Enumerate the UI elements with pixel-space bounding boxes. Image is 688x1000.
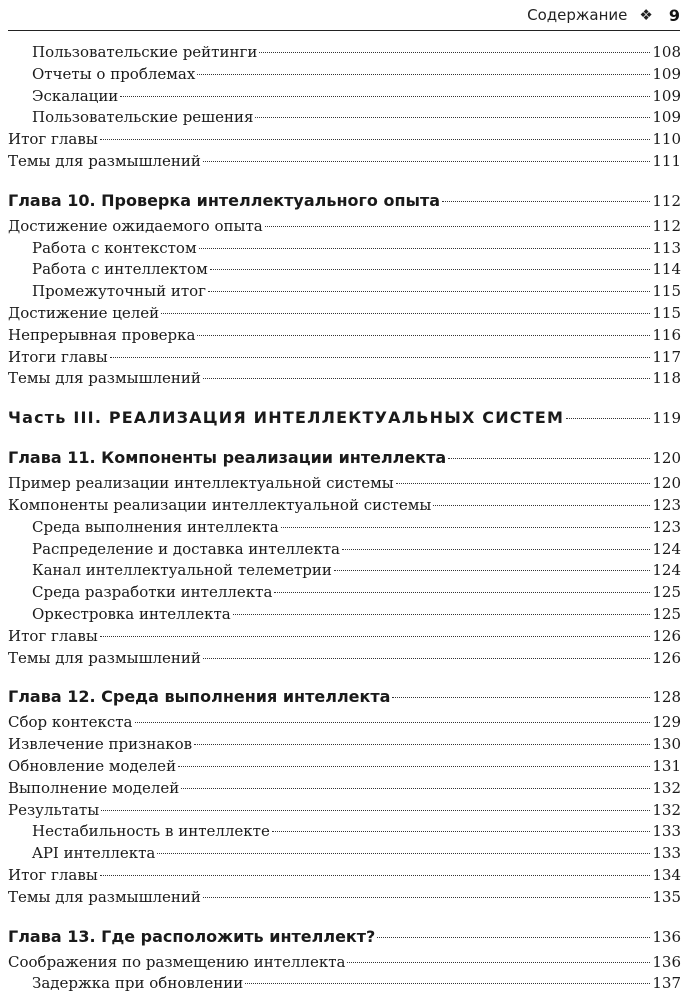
dot-leader [197,335,650,336]
dot-leader [233,614,651,615]
toc-entry[interactable] [8,582,681,604]
toc-entry-page: 126 [652,648,681,667]
dot-leader [210,269,651,270]
dot-leader [181,788,650,789]
toc-entry-page: 120 [652,449,681,468]
toc-entry-title: Оркестровка интеллекта [32,604,231,623]
toc-entry-title: Отчеты о проблемах [32,64,196,83]
toc-entry[interactable] [8,821,681,843]
toc-entry-title: Глава 11. Компоненты реализации интеллекта [8,448,447,468]
toc-entry[interactable] [8,865,681,887]
toc-entry-page: 109 [652,86,681,105]
toc-entry-page: 125 [652,604,681,623]
dot-leader [377,937,650,938]
toc-entry[interactable] [8,756,681,778]
toc-entry-title: Итог главы [8,626,98,645]
toc-entry-title: Темы для размышлений [8,887,201,906]
dot-leader [101,810,650,811]
toc-entry[interactable] [8,368,681,390]
dot-leader [178,766,650,767]
toc-entry-page: 132 [652,800,681,819]
toc-entry[interactable] [8,129,681,151]
dot-leader [281,527,651,528]
toc-entry[interactable] [8,107,681,129]
dot-leader [396,483,651,484]
dot-leader [120,96,650,97]
dot-leader [110,357,651,358]
toc-entry-title: Достижение целей [8,303,160,322]
toc-entry-page: 110 [652,130,681,149]
toc-chapter-heading[interactable] [8,446,681,470]
toc-entry-page: 134 [652,865,681,884]
toc-entry-page: 114 [652,260,681,279]
toc-entry-page: 123 [652,517,681,536]
toc-chapter-heading[interactable] [8,685,681,709]
toc-entry-title: Нестабильность в интеллекте [32,822,270,841]
toc-entry-page: 120 [652,474,681,493]
dot-leader [135,722,651,723]
dot-leader [392,697,650,698]
ornament-icon: ❖ [639,6,653,24]
toc-entry[interactable] [8,259,681,281]
toc-entry-page: 136 [652,952,681,971]
dot-leader [259,52,650,53]
toc-entry-title: Задержка при обновлении [32,974,244,993]
dot-leader [203,161,650,162]
toc-entry-title: Итог главы [8,130,98,149]
toc-entry-title: Выполнение моделей [8,778,180,797]
toc-entry[interactable] [8,64,681,86]
dot-leader [157,853,650,854]
toc-entry-page: 117 [652,347,681,366]
toc-entry-title: API интеллекта [32,844,156,863]
toc-entry-title: Часть III. РЕАЛИЗАЦИЯ ИНТЕЛЛЕКТУАЛЬНЫХ СИСТЕМ [8,408,565,428]
toc-entry[interactable] [8,952,681,974]
dot-leader [448,458,650,459]
toc-entry-page: 115 [652,282,681,301]
toc-entry-page: 123 [652,495,681,514]
toc-entry[interactable] [8,560,681,582]
toc-entry-page: 133 [652,822,681,841]
toc-entry-title: Канал интеллектуальной телеметрии [32,561,332,580]
toc-entry-title: Сбор контекста [8,713,133,732]
dot-leader [442,201,650,202]
table-of-contents [8,42,681,995]
toc-entry[interactable] [8,517,681,539]
toc-entry-title: Темы для размышлений [8,151,201,170]
toc-entry-page: 112 [652,216,681,235]
toc-entry[interactable] [8,42,681,64]
toc-entry-page: 119 [652,409,681,428]
dot-leader [274,592,650,593]
dot-leader [161,313,650,314]
toc-entry[interactable] [8,539,681,561]
toc-entry-page: 129 [652,713,681,732]
toc-entry[interactable] [8,778,681,800]
toc-entry-title: Темы для размышлений [8,369,201,388]
dot-leader [566,418,650,419]
toc-entry-title: Извлечение признаков [8,735,193,754]
dot-leader [208,291,650,292]
dot-leader [342,549,650,550]
toc-entry[interactable] [8,800,681,822]
toc-entry-page: 125 [652,583,681,602]
toc-entry-title: Глава 10. Проверка интеллектуального опыта [8,190,441,210]
toc-entry[interactable] [8,281,681,303]
toc-entry[interactable] [8,887,681,909]
toc-entry[interactable] [8,303,681,325]
dot-leader [100,139,651,140]
toc-entry-title: Промежуточный итог [32,282,207,301]
toc-entry-title: Распределение и доставка интеллекта [32,539,340,558]
dot-leader [203,897,650,898]
toc-entry-page: 128 [652,688,681,707]
toc-chapter-heading[interactable] [8,925,681,949]
toc-entry[interactable] [8,216,681,238]
toc-entry-page: 124 [652,539,681,558]
toc-entry-page: 112 [652,191,681,210]
toc-entry-title: Результаты [8,800,100,819]
toc-entry-page: 126 [652,626,681,645]
toc-entry-page: 116 [652,325,681,344]
toc-entry[interactable] [8,648,681,670]
toc-entry[interactable] [8,843,681,865]
toc-entry[interactable] [8,495,681,517]
dot-leader [255,117,650,118]
dot-leader [100,875,651,876]
dot-leader [194,744,650,745]
toc-entry[interactable] [8,151,681,173]
toc-entry-page: 108 [652,43,681,61]
toc-entry[interactable] [8,473,681,495]
toc-entry[interactable] [8,604,681,626]
dot-leader [433,505,650,506]
page-number: 9 [668,5,680,25]
toc-entry-title: Итог главы [8,865,98,884]
dot-leader [347,962,650,963]
toc-entry-page: 132 [652,778,681,797]
toc-entry-title: Глава 13. Где расположить интеллект? [8,926,376,946]
toc-entry-title: Среда разработки интеллекта [32,583,273,602]
dot-leader [197,74,650,75]
toc-entry[interactable] [8,734,681,756]
toc-entry-title: Глава 12. Среда выполнения интеллекта [8,687,391,707]
toc-entry-title: Пример реализации интеллектуальной системы [8,474,394,493]
toc-entry-title: Пользовательские решения [32,108,254,127]
toc-chapter-heading[interactable] [8,189,681,213]
toc-entry-title: Обновление моделей [8,756,177,775]
toc-entry-title: Соображения по размещению интеллекта [8,952,346,971]
toc-entry-title: Компоненты реализации интеллектуальной системы [8,495,432,514]
dot-leader [203,658,650,659]
toc-entry[interactable] [8,325,681,347]
dot-leader [272,831,651,832]
toc-entry-title: Итоги главы [8,347,108,366]
toc-entry-page: 111 [652,151,681,170]
toc-entry[interactable] [8,973,681,995]
toc-entry-title: Непрерывная проверка [8,325,196,344]
toc-entry-page: 113 [652,238,681,257]
toc-entry-page: 118 [652,369,681,388]
toc-entry[interactable] [8,86,681,108]
toc-entry-title: Работа с интеллектом [32,260,208,279]
toc-entry-title: Достижение ожидаемого опыта [8,216,263,235]
toc-part-heading[interactable] [8,406,681,430]
toc-entry-title: Пользовательские рейтинги [32,43,258,61]
toc-entry[interactable] [8,347,681,369]
toc-entry-page: 109 [652,108,681,127]
toc-entry[interactable] [8,238,681,260]
running-header-title: Содержание [527,6,628,24]
toc-entry-page: 115 [652,303,681,322]
toc-entry-title: Темы для размышлений [8,648,201,667]
dot-leader [245,983,650,984]
dot-leader [199,248,651,249]
toc-entry-page: 135 [652,887,681,906]
toc-entry-title: Работа с контекстом [32,238,197,257]
toc-entry[interactable] [8,626,681,648]
toc-entry-page: 124 [652,561,681,580]
toc-entry-page: 133 [652,844,681,863]
toc-entry-title: Эскалации [32,86,119,105]
toc-entry[interactable] [8,712,681,734]
toc-entry-page: 109 [652,64,681,83]
dot-leader [334,570,651,571]
dot-leader [265,226,651,227]
toc-entry-title: Среда выполнения интеллекта [32,517,279,536]
running-header [8,0,680,31]
toc-entry-page: 136 [652,927,681,946]
dot-leader [203,378,650,379]
dot-leader [100,636,651,637]
toc-entry-page: 131 [652,756,681,775]
toc-entry-page: 137 [652,974,681,993]
toc-entry-page: 130 [652,735,681,754]
